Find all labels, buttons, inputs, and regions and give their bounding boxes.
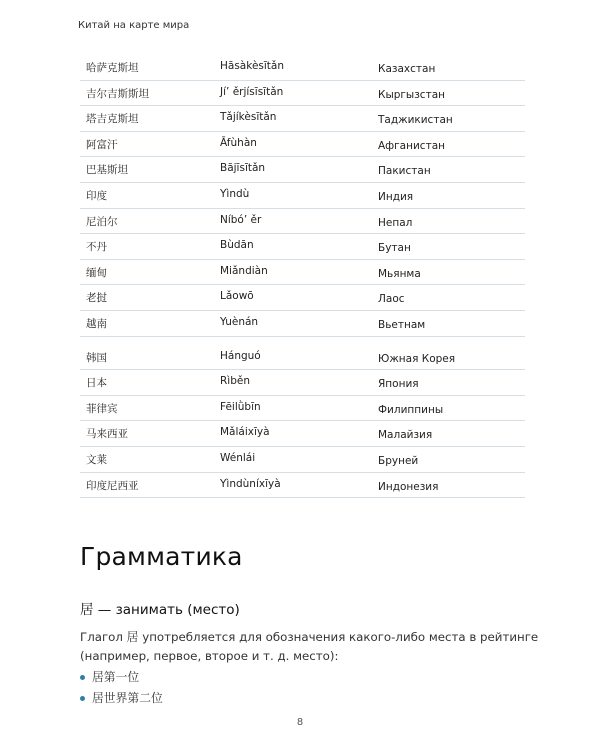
table-row xyxy=(80,311,525,337)
bullet-icon xyxy=(80,675,85,680)
chinese-word: 缅甸 xyxy=(86,266,107,279)
table-row xyxy=(80,421,525,447)
table-row xyxy=(80,396,525,422)
russian-translation: Мьянма xyxy=(378,267,421,280)
russian-translation: Япония xyxy=(378,378,419,391)
rule-heading: 居 — занимать (место) xyxy=(80,602,240,618)
russian-translation: Афганистан xyxy=(378,139,445,152)
russian-translation: Таджикистан xyxy=(378,114,453,127)
chinese-word: 巴基斯坦 xyxy=(86,164,128,177)
russian-translation: Вьетнам xyxy=(378,318,426,331)
pinyin: Fēilǜbīn xyxy=(220,400,261,413)
table-row xyxy=(80,106,525,132)
table-row xyxy=(80,132,525,158)
pinyin: Mǎláixīyà xyxy=(220,426,270,439)
table-row xyxy=(80,183,525,209)
grammar-heading: Грамматика xyxy=(80,542,243,571)
russian-translation: Южная Корея xyxy=(378,352,456,365)
chinese-word: 印度尼西亚 xyxy=(86,479,139,492)
table-row xyxy=(80,209,525,235)
russian-translation: Кыргызстан xyxy=(378,88,445,101)
chinese-word: 塔吉克斯坦 xyxy=(86,113,139,126)
chinese-word: 印度 xyxy=(86,189,107,202)
chinese-word: 菲律宾 xyxy=(86,402,118,415)
chinese-word: 日本 xyxy=(86,377,107,390)
chinese-word: 哈萨克斯坦 xyxy=(86,62,139,74)
pinyin: Lǎowō xyxy=(220,290,254,303)
pinyin: Hánguó xyxy=(220,349,261,362)
pinyin: Jí’ ěrjísīsītǎn xyxy=(220,85,284,98)
chinese-word: 阿富汗 xyxy=(86,138,118,151)
list-item xyxy=(80,667,163,688)
example-list xyxy=(80,667,163,709)
pinyin: Hāsàkèsītǎn xyxy=(220,60,284,72)
russian-translation: Казахстан xyxy=(378,63,436,75)
table-row xyxy=(80,473,525,499)
pinyin: Rìběn xyxy=(220,375,250,388)
chinese-word: 越南 xyxy=(86,317,107,330)
russian-translation: Бутан xyxy=(378,242,411,255)
example-text: 居世界第二位 xyxy=(92,691,163,705)
chinese-word: 吉尔吉斯斯坦 xyxy=(86,87,149,100)
chinese-word: 马来西亚 xyxy=(86,428,128,441)
page-number: 8 xyxy=(296,717,304,728)
pinyin: Āfùhàn xyxy=(220,136,257,149)
pinyin: Miǎndiàn xyxy=(220,264,268,277)
russian-translation: Малайзия xyxy=(378,429,433,442)
table-row xyxy=(80,447,525,473)
pinyin: Yìndùníxīyà xyxy=(220,477,281,490)
table-row xyxy=(80,345,525,371)
table-row xyxy=(80,81,525,107)
example-text: 居第一位 xyxy=(92,670,140,684)
pinyin: Tǎjíkèsītǎn xyxy=(220,111,277,124)
table-row xyxy=(80,370,525,396)
pinyin: Yuènán xyxy=(220,315,259,328)
running-header: Китай на карте мира xyxy=(78,20,190,31)
bullet-icon xyxy=(80,696,85,701)
chinese-word: 韩国 xyxy=(86,351,107,364)
russian-translation: Непал xyxy=(378,216,413,229)
pinyin: Bùdān xyxy=(220,239,254,252)
russian-translation: Лаос xyxy=(378,293,405,306)
rule-explanation: Глагол 居 употребляется для обозначения какого-либо места в рейтинге (например, первое, второе и т. д. место): xyxy=(80,630,539,663)
vocabulary-table xyxy=(80,55,525,498)
chinese-word: 文莱 xyxy=(86,453,107,466)
russian-translation: Пакистан xyxy=(378,165,431,178)
chinese-word: 尼泊尔 xyxy=(86,215,118,228)
table-row xyxy=(80,55,525,81)
russian-translation: Бруней xyxy=(378,454,419,467)
table-row xyxy=(80,260,525,286)
chinese-word: 不丹 xyxy=(86,241,107,254)
table-row xyxy=(80,285,525,311)
table-row xyxy=(80,157,525,183)
russian-translation: Индия xyxy=(378,190,414,203)
pinyin: Wénlái xyxy=(220,451,256,464)
chinese-word: 老挝 xyxy=(86,292,107,305)
table-row xyxy=(80,234,525,260)
pinyin: Yìndù xyxy=(220,187,250,200)
pinyin: Bājīsītǎn xyxy=(220,162,266,175)
list-item xyxy=(80,688,163,709)
pinyin: Níbó’ ěr xyxy=(220,213,262,226)
russian-translation: Индонезия xyxy=(378,480,439,493)
russian-translation: Филиппины xyxy=(378,403,444,416)
